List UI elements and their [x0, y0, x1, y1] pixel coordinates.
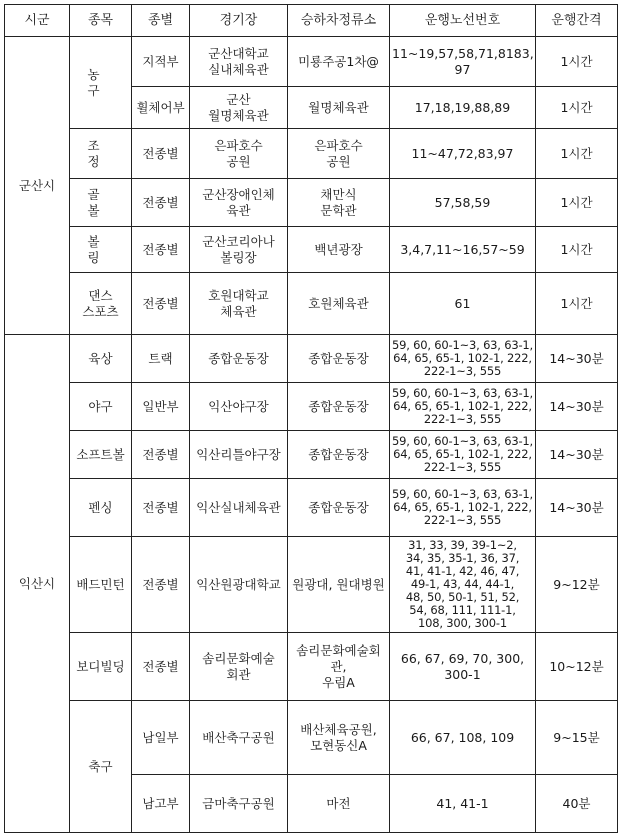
interval-cell: 1시간	[536, 273, 618, 335]
interval-cell: 1시간	[536, 227, 618, 273]
routes-cell: 59, 60, 60-1~3, 63, 63-1, 64, 65, 65-1, 102-1, 222, 222-1~3, 555	[390, 431, 536, 479]
event-cell: 육상	[70, 335, 132, 383]
routes-cell: 11~47,72,83,97	[390, 129, 536, 179]
venue-cell: 솜리문화예술 회관	[190, 633, 288, 701]
event-cell: 농 구	[70, 37, 132, 129]
event-cell: 볼 링	[70, 227, 132, 273]
category-cell: 일반부	[132, 383, 190, 431]
header-row	[5, 5, 618, 37]
interval-cell: 14~30분	[536, 479, 618, 537]
stop-cell: 월명체육관	[288, 87, 390, 129]
table-row	[5, 37, 618, 87]
venue-cell: 익산야구장	[190, 383, 288, 431]
table-row	[5, 431, 618, 479]
header-venue: 경기장	[190, 5, 288, 37]
venue-cell: 호원대학교 체육관	[190, 273, 288, 335]
category-cell: 전종별	[132, 179, 190, 227]
event-cell: 배드민턴	[70, 537, 132, 633]
venue-cell: 금마축구공원	[190, 775, 288, 833]
routes-cell: 59, 60, 60-1~3, 63, 63-1, 64, 65, 65-1, 102-1, 222, 222-1~3, 555	[390, 335, 536, 383]
event-cell: 골 볼	[70, 179, 132, 227]
category-cell: 트랙	[132, 335, 190, 383]
stop-cell: 솜리문화예술회관, 우림A	[288, 633, 390, 701]
venue-cell: 은파호수 공원	[190, 129, 288, 179]
interval-cell: 14~30분	[536, 383, 618, 431]
stop-cell: 종합운동장	[288, 335, 390, 383]
event-cell: 소프트볼	[70, 431, 132, 479]
venue-cell: 익산원광대학교	[190, 537, 288, 633]
venue-cell: 종합운동장	[190, 335, 288, 383]
table-row	[5, 383, 618, 431]
interval-cell: 1시간	[536, 179, 618, 227]
interval-cell: 1시간	[536, 37, 618, 87]
routes-cell: 41, 41-1	[390, 775, 536, 833]
table-row	[5, 633, 618, 701]
interval-cell: 40분	[536, 775, 618, 833]
stop-cell: 종합운동장	[288, 431, 390, 479]
interval-cell: 14~30분	[536, 335, 618, 383]
header-interval: 운행간격	[536, 5, 618, 37]
stop-cell: 종합운동장	[288, 479, 390, 537]
routes-cell: 17,18,19,88,89	[390, 87, 536, 129]
routes-cell: 3,4,7,11~16,57~59	[390, 227, 536, 273]
stop-cell: 종합운동장	[288, 383, 390, 431]
table-row	[5, 537, 618, 633]
event-cell: 댄스 스포츠	[70, 273, 132, 335]
routes-cell: 11~19,57,58,71,8183, 97	[390, 37, 536, 87]
interval-cell: 9~12분	[536, 537, 618, 633]
table-row	[5, 227, 618, 273]
interval-cell: 10~12분	[536, 633, 618, 701]
interval-cell: 1시간	[536, 87, 618, 129]
stop-cell: 채만식 문학관	[288, 179, 390, 227]
stop-cell: 호원체육관	[288, 273, 390, 335]
table-row	[5, 479, 618, 537]
interval-cell: 14~30분	[536, 431, 618, 479]
venue-cell: 익산리틀야구장	[190, 431, 288, 479]
table-row	[5, 179, 618, 227]
category-cell: 남일부	[132, 701, 190, 775]
category-cell: 전종별	[132, 129, 190, 179]
stop-cell: 미룡주공1차@	[288, 37, 390, 87]
category-cell: 전종별	[132, 537, 190, 633]
table-row	[5, 129, 618, 179]
event-cell: 펜싱	[70, 479, 132, 537]
category-cell: 지적부	[132, 37, 190, 87]
routes-cell: 59, 60, 60-1~3, 63, 63-1, 64, 65, 65-1, 102-1, 222, 222-1~3, 555	[390, 383, 536, 431]
category-cell: 전종별	[132, 479, 190, 537]
header-event: 종목	[70, 5, 132, 37]
venue-cell: 군산대학교 실내체육관	[190, 37, 288, 87]
header-category: 종별	[132, 5, 190, 37]
table-row	[5, 335, 618, 383]
venue-cell: 군산장애인체 육관	[190, 179, 288, 227]
routes-cell: 31, 33, 39, 39-1~2, 34, 35, 35-1, 36, 37, 41, 41-1, 42, 46, 47, 49-1, 43, 44, 44-1, 48, 50, 50-1, 51, 52, 54, 68, 111, 111-1, 108, 300, 300-1	[390, 537, 536, 633]
category-cell: 전종별	[132, 633, 190, 701]
event-cell: 조 정	[70, 129, 132, 179]
event-cell: 보디빌딩	[70, 633, 132, 701]
table-row	[5, 273, 618, 335]
stop-cell: 은파호수 공원	[288, 129, 390, 179]
category-cell: 전종별	[132, 227, 190, 273]
venue-cell: 군산코리아나 볼링장	[190, 227, 288, 273]
shuttle-bus-table	[4, 4, 618, 833]
stop-cell: 백년광장	[288, 227, 390, 273]
routes-cell: 57,58,59	[390, 179, 536, 227]
header-routes: 운행노선번호	[390, 5, 536, 37]
venue-cell: 배산축구공원	[190, 701, 288, 775]
region-cell: 군산시	[5, 37, 70, 335]
header-region: 시군	[5, 5, 70, 37]
stop-cell: 배산체육공원, 모현동신A	[288, 701, 390, 775]
interval-cell: 9~15분	[536, 701, 618, 775]
table-row	[5, 701, 618, 775]
routes-cell: 66, 67, 69, 70, 300, 300-1	[390, 633, 536, 701]
event-cell: 야구	[70, 383, 132, 431]
routes-cell: 61	[390, 273, 536, 335]
interval-cell: 1시간	[536, 129, 618, 179]
category-cell: 남고부	[132, 775, 190, 833]
venue-cell: 군산 월명체육관	[190, 87, 288, 129]
stop-cell: 마전	[288, 775, 390, 833]
routes-cell: 59, 60, 60-1~3, 63, 63-1, 64, 65, 65-1, 102-1, 222, 222-1~3, 555	[390, 479, 536, 537]
category-cell: 휠체어부	[132, 87, 190, 129]
event-cell: 축구	[70, 701, 132, 833]
stop-cell: 원광대, 원대병원	[288, 537, 390, 633]
category-cell: 전종별	[132, 431, 190, 479]
venue-cell: 익산실내체육관	[190, 479, 288, 537]
category-cell: 전종별	[132, 273, 190, 335]
routes-cell: 66, 67, 108, 109	[390, 701, 536, 775]
region-cell: 익산시	[5, 335, 70, 833]
header-stop: 승하차정류소	[288, 5, 390, 37]
